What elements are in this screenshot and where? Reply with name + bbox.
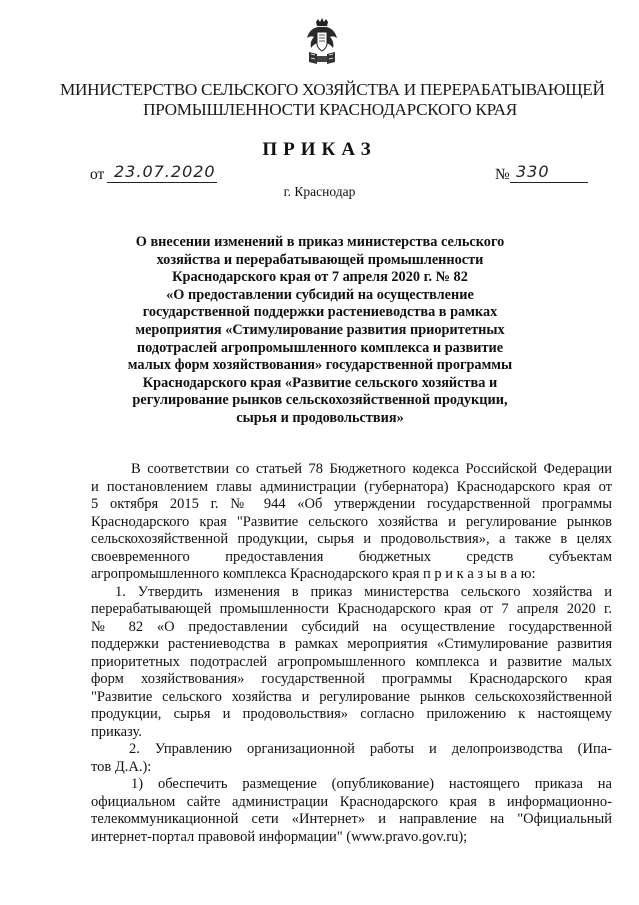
order-number: 330 xyxy=(516,162,550,181)
subject-line: мероприятия «Стимулирование развития приоритетных xyxy=(135,321,505,338)
body-line: приоритетных подотраслей агропромышленного комплекса и развитие малых xyxy=(91,653,612,670)
body-line: агропромышленного комплекса Краснодарского края п р и к а з ы в а ю: xyxy=(91,566,536,582)
body-line: и постановлением главы администрации (губернатора) Краснодарского края от xyxy=(91,478,612,495)
order-city: г. Краснодар xyxy=(283,184,356,199)
coat-of-arms-icon xyxy=(305,18,339,66)
subject-line: хозяйства и перерабатывающей промышленности xyxy=(156,251,484,268)
body-line: интернет-портал правовой информации" (www.pravo.gov.ru); xyxy=(91,828,468,845)
body-line: приказу. xyxy=(91,723,142,740)
order-date: 23.07.2020 xyxy=(114,162,216,181)
date-prefix: от xyxy=(90,166,105,183)
order-title: ПРИКАЗ xyxy=(262,139,377,160)
ministry-line-2: ПРОМЫШЛЕННОСТИ КРАСНОДАРСКОГО КРАЯ xyxy=(143,100,517,119)
ministry-line-1: МИНИСТЕРСТВО СЕЛЬСКОГО ХОЗЯЙСТВА И ПЕРЕРАБАТЫВАЮЩЕЙ xyxy=(60,80,605,99)
body-line: перерабатывающей промышленности Краснодарского края от 7 апреля 2020 г. xyxy=(91,601,612,617)
body-line: сельскохозяйственной продукции, сырья и продовольствия», а также в целях xyxy=(91,531,612,547)
subject-line: «О предоставлении субсидий на осуществление xyxy=(166,286,474,303)
subject-line: Краснодарского края «Развитие сельского хозяйства и xyxy=(142,374,498,391)
body-line: Краснодарского края "Развитие сельского хозяйства и регулирование рынков xyxy=(91,513,612,530)
body-line: продукции, сырья и продовольствия» согласно приложению к настоящему xyxy=(91,706,612,722)
subject-line: сырья и продовольствия» xyxy=(236,409,404,426)
body-line: официальном сайте администрации Краснодарского края в информационно- xyxy=(91,793,612,810)
body-line: В соответствии со статьей 78 Бюджетного кодекса Российской Федерации xyxy=(131,461,612,477)
body-line: своевременного предоставления бюджетных средств субъектам xyxy=(91,548,612,565)
subject-line: малых форм хозяйствования» государственной программы xyxy=(127,357,513,374)
body-line: форм хозяйствования» государственной программы Краснодарского края xyxy=(91,671,612,687)
subject-line: О внесении изменений в приказ министерства сельского xyxy=(135,234,505,250)
body-line: "Развитие сельского хозяйства и регулирование рынков сельскохозяйственной xyxy=(91,688,612,705)
subject-line: регулирование рынков сельскохозяйственной продукции, xyxy=(132,392,508,409)
ministry-name xyxy=(60,80,605,120)
number-prefix: № xyxy=(495,166,510,183)
order-subject xyxy=(110,234,530,428)
body-line: 5 октября 2015 г. № 944 «Об утверждении государственной программы xyxy=(91,496,612,512)
body-line: тов Д.А.): xyxy=(91,758,152,775)
body-line: 1. Утвердить изменения в приказ министерства сельского хозяйства и xyxy=(115,583,612,600)
body-line: 1) обеспечить размещение (опубликование) настоящего приказа на xyxy=(131,776,612,792)
subject-line: Краснодарского края от 7 апреля 2020 г. № 82 xyxy=(172,269,468,286)
body-line: поддержки растениеводства в рамках мероприятия «Стимулирование развития xyxy=(91,636,612,652)
body-line: № 82 «О предоставлении субсидий на осуществление государственной xyxy=(91,618,612,635)
subject-line: подотраслей агропромышленного комплекса и развитие xyxy=(136,339,504,356)
body-line: телекоммуникационной сети «Интернет» и направление на "Официальный xyxy=(91,811,612,827)
subject-line: государственной поддержки растениеводства в рамках xyxy=(142,304,498,321)
order-body xyxy=(91,461,612,846)
body-line: 2. Управлению организационной работы и делопроизводства (Ипа- xyxy=(129,741,612,757)
